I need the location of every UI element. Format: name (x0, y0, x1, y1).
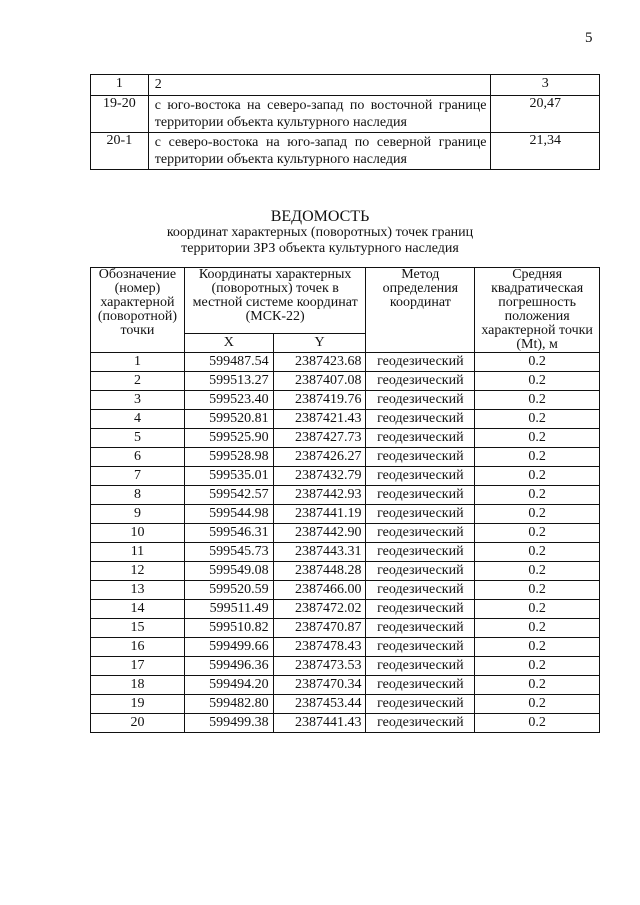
error-cell: 0.2 (475, 543, 600, 562)
error-cell: 0.2 (475, 505, 600, 524)
x-coordinate-cell: 599549.08 (184, 562, 273, 581)
coordinates-header: Координаты характерных (поворотных) точек в местной системе координат (МСК-22) (184, 268, 366, 334)
y-coordinate-cell: 2387407.08 (273, 372, 366, 391)
method-cell: геодезический (366, 562, 475, 581)
table-row (91, 505, 600, 524)
table-row (91, 353, 600, 372)
point-number-cell: 13 (91, 581, 185, 600)
method-cell: геодезический (366, 619, 475, 638)
column-number-2: 2 (148, 75, 491, 96)
table-row (91, 372, 600, 391)
point-number-cell: 9 (91, 505, 185, 524)
error-cell: 0.2 (475, 448, 600, 467)
description-cell: с северо-востока на юго-запад по северной границе территории объекта культурного наследия (148, 133, 491, 170)
x-coordinate-cell: 599546.31 (184, 524, 273, 543)
error-cell: 0.2 (475, 581, 600, 600)
error-cell: 0.2 (475, 638, 600, 657)
point-number-cell: 15 (91, 619, 185, 638)
table-row (91, 543, 600, 562)
table-row (91, 410, 600, 429)
table-row (91, 657, 600, 676)
y-coordinate-cell: 2387426.27 (273, 448, 366, 467)
method-cell: геодезический (366, 638, 475, 657)
method-cell: геодезический (366, 543, 475, 562)
error-cell: 0.2 (475, 410, 600, 429)
method-header: Метод определения координат (366, 268, 475, 353)
method-cell: геодезический (366, 429, 475, 448)
method-cell: геодезический (366, 448, 475, 467)
point-number-cell: 7 (91, 467, 185, 486)
x-coordinate-cell: 599544.98 (184, 505, 273, 524)
error-cell: 0.2 (475, 486, 600, 505)
error-cell: 0.2 (475, 600, 600, 619)
y-coordinate-cell: 2387478.43 (273, 638, 366, 657)
point-number-cell: 8 (91, 486, 185, 505)
error-cell: 0.2 (475, 524, 600, 543)
table-row (91, 448, 600, 467)
point-number-cell: 3 (91, 391, 185, 410)
y-coordinate-cell: 2387448.28 (273, 562, 366, 581)
x-coordinate-cell: 599510.82 (184, 619, 273, 638)
point-number-cell: 6 (91, 448, 185, 467)
segment-cell: 19-20 (91, 96, 149, 133)
coordinates-table (90, 267, 600, 733)
table-row (91, 714, 600, 733)
column-number-1: 1 (91, 75, 149, 96)
table-row (91, 429, 600, 448)
table-header-row (91, 75, 600, 96)
boundary-description-table (90, 74, 600, 170)
point-number-cell: 10 (91, 524, 185, 543)
y-coordinate-cell: 2387443.31 (273, 543, 366, 562)
method-cell: геодезический (366, 353, 475, 372)
method-cell: геодезический (366, 372, 475, 391)
method-cell: геодезический (366, 467, 475, 486)
coordinates-header-row (91, 268, 600, 334)
length-cell: 20,47 (491, 96, 600, 133)
error-cell: 0.2 (475, 429, 600, 448)
y-coordinate-cell: 2387453.44 (273, 695, 366, 714)
x-coordinate-cell: 599523.40 (184, 391, 273, 410)
method-cell: геодезический (366, 505, 475, 524)
table-row (91, 600, 600, 619)
y-coordinate-cell: 2387472.02 (273, 600, 366, 619)
x-coordinate-cell: 599487.54 (184, 353, 273, 372)
point-number-cell: 18 (91, 676, 185, 695)
error-cell: 0.2 (475, 353, 600, 372)
point-number-cell: 1 (91, 353, 185, 372)
segment-cell: 20-1 (91, 133, 149, 170)
table-row (91, 96, 600, 133)
page-number: 5 (585, 30, 593, 46)
table-row (91, 486, 600, 505)
y-coordinate-cell: 2387423.68 (273, 353, 366, 372)
y-coordinate-cell: 2387466.00 (273, 581, 366, 600)
table-row (91, 467, 600, 486)
error-cell: 0.2 (475, 467, 600, 486)
x-coordinate-cell: 599499.38 (184, 714, 273, 733)
x-coordinate-cell: 599542.57 (184, 486, 273, 505)
table-row (91, 581, 600, 600)
table-row (91, 676, 600, 695)
statement-subtitle-line-1: координат характерных (поворотных) точек границ (166, 225, 474, 240)
table-row (91, 133, 600, 170)
y-coordinate-cell: 2387427.73 (273, 429, 366, 448)
x-coordinate-cell: 599535.01 (184, 467, 273, 486)
table-row (91, 524, 600, 543)
error-header: Средняя квадратическая погрешность положения характерной точки (Mt), м (475, 268, 600, 353)
length-cell: 21,34 (491, 133, 600, 170)
point-number-cell: 2 (91, 372, 185, 391)
error-cell: 0.2 (475, 714, 600, 733)
method-cell: геодезический (366, 714, 475, 733)
y-coordinate-cell: 2387470.87 (273, 619, 366, 638)
point-number-cell: 20 (91, 714, 185, 733)
x-coordinate-cell: 599520.59 (184, 581, 273, 600)
method-cell: геодезический (366, 410, 475, 429)
y-header: Y (273, 334, 366, 353)
x-coordinate-cell: 599499.66 (184, 638, 273, 657)
x-coordinate-cell: 599525.90 (184, 429, 273, 448)
y-coordinate-cell: 2387441.43 (273, 714, 366, 733)
y-coordinate-cell: 2387442.93 (273, 486, 366, 505)
statement-subtitle-line-2: территории ЗРЗ объекта культурного наследия (181, 241, 459, 256)
method-cell: геодезический (366, 657, 475, 676)
method-cell: геодезический (366, 695, 475, 714)
x-coordinate-cell: 599511.49 (184, 600, 273, 619)
point-number-cell: 5 (91, 429, 185, 448)
table-row (91, 391, 600, 410)
y-coordinate-cell: 2387432.79 (273, 467, 366, 486)
statement-title: ВЕДОМОСТЬ (270, 208, 370, 225)
point-number-cell: 19 (91, 695, 185, 714)
column-number-3: 3 (491, 75, 600, 96)
method-cell: геодезический (366, 600, 475, 619)
error-cell: 0.2 (475, 657, 600, 676)
y-coordinate-cell: 2387470.34 (273, 676, 366, 695)
x-coordinate-cell: 599520.81 (184, 410, 273, 429)
x-coordinate-cell: 599496.36 (184, 657, 273, 676)
y-coordinate-cell: 2387419.76 (273, 391, 366, 410)
y-coordinate-cell: 2387473.53 (273, 657, 366, 676)
table-row (91, 619, 600, 638)
error-cell: 0.2 (475, 619, 600, 638)
error-cell: 0.2 (475, 372, 600, 391)
y-coordinate-cell: 2387441.19 (273, 505, 366, 524)
point-number-cell: 17 (91, 657, 185, 676)
y-coordinate-cell: 2387442.90 (273, 524, 366, 543)
error-cell: 0.2 (475, 391, 600, 410)
error-cell: 0.2 (475, 562, 600, 581)
x-coordinate-cell: 599494.20 (184, 676, 273, 695)
point-number-cell: 16 (91, 638, 185, 657)
method-cell: геодезический (366, 486, 475, 505)
method-cell: геодезический (366, 391, 475, 410)
point-number-cell: 11 (91, 543, 185, 562)
table-row (91, 695, 600, 714)
x-coordinate-cell: 599528.98 (184, 448, 273, 467)
point-number-header: Обозначение (номер) характерной (поворотной) точки (91, 268, 185, 353)
method-cell: геодезический (366, 581, 475, 600)
method-cell: геодезический (366, 524, 475, 543)
statement-heading (0, 209, 640, 257)
point-number-cell: 12 (91, 562, 185, 581)
point-number-cell: 14 (91, 600, 185, 619)
description-cell: с юго-востока на северо-запад по восточной границе территории объекта культурного наследия (148, 96, 491, 133)
coordinates-body (91, 353, 600, 733)
table-row (91, 638, 600, 657)
table-row (91, 562, 600, 581)
x-header: X (184, 334, 273, 353)
method-cell: геодезический (366, 676, 475, 695)
error-cell: 0.2 (475, 676, 600, 695)
error-cell: 0.2 (475, 695, 600, 714)
y-coordinate-cell: 2387421.43 (273, 410, 366, 429)
x-coordinate-cell: 599513.27 (184, 372, 273, 391)
x-coordinate-cell: 599482.80 (184, 695, 273, 714)
x-coordinate-cell: 599545.73 (184, 543, 273, 562)
point-number-cell: 4 (91, 410, 185, 429)
